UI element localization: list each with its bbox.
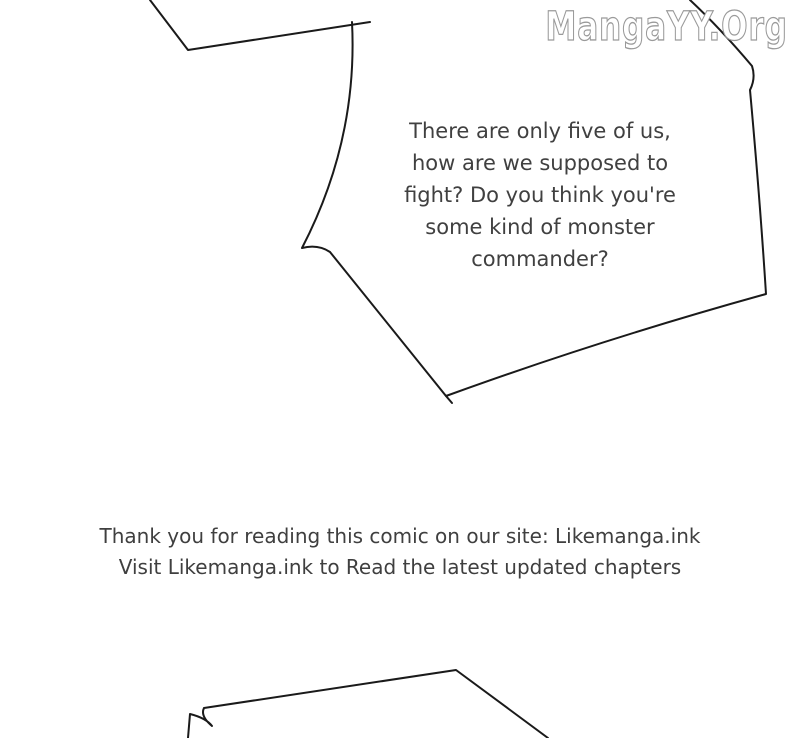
site-watermark: MangaYY.Org xyxy=(545,4,788,50)
site-notice xyxy=(0,521,800,583)
speech-bubble-tail-tip xyxy=(446,396,452,403)
speech-line-2: how are we supposed to xyxy=(411,151,669,175)
site-notice-line-2: Visit Likemanga.ink to Read the latest updated chapters xyxy=(118,555,682,579)
speech-line-1: There are only five of us, xyxy=(409,119,671,143)
speech-line-4: some kind of monster xyxy=(425,215,655,239)
lower-speech-bubble-outline xyxy=(188,670,548,738)
speech-line-3: fight? Do you think you're xyxy=(404,183,676,207)
speech-line-5: commander? xyxy=(471,247,609,271)
speech-bubble-text xyxy=(380,115,700,275)
site-notice-line-1: Thank you for reading this comic on our site: Likemanga.ink xyxy=(99,524,701,548)
